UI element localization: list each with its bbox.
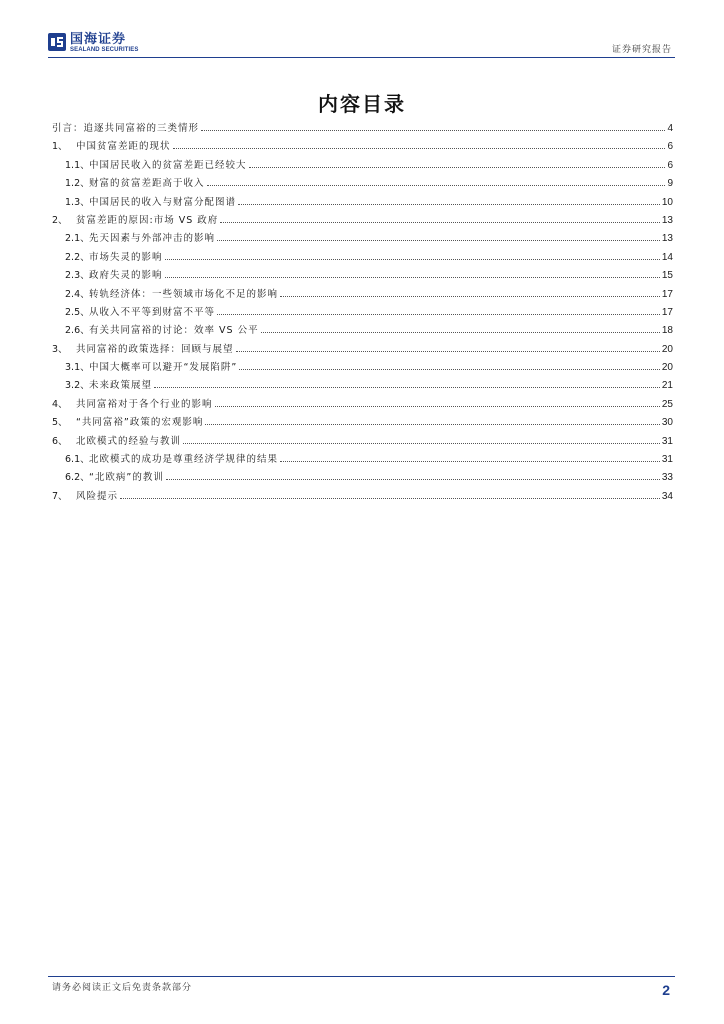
toc-entry[interactable] (52, 341, 673, 359)
logo-chinese-name: 国海证券 (70, 32, 127, 47)
toc-entry[interactable] (52, 138, 673, 156)
toc-dot-leader (239, 368, 660, 370)
toc-entry[interactable] (52, 157, 673, 175)
toc-entry[interactable] (52, 212, 673, 230)
toc-entry-page: 31 (661, 454, 673, 466)
toc-dot-leader (236, 350, 660, 352)
toc-entry-page: 18 (661, 325, 673, 337)
toc-entry-label: 引言：追逐共同富裕的三类情形 (52, 123, 200, 134)
toc-entry-number: 4、 (52, 398, 68, 410)
toc-entry-number: 2.1、 (65, 233, 90, 245)
toc-dot-leader (217, 239, 660, 241)
page-number: 2 (662, 982, 670, 998)
toc-entry[interactable] (52, 359, 673, 377)
toc-entry-page: 4 (667, 123, 673, 134)
header-divider (48, 57, 675, 58)
toc-entry-number: 1.1、 (65, 159, 90, 171)
toc-dot-leader (205, 423, 660, 425)
toc-entry-label: 北欧模式的成功是尊重经济学规律的结果 (89, 454, 279, 466)
toc-entry[interactable] (52, 433, 673, 451)
toc-entry[interactable] (52, 249, 673, 267)
toc-entry[interactable] (52, 286, 673, 304)
toc-entry[interactable] (52, 120, 673, 138)
toc-entry-label: 共同富裕的政策选择：回顾与展望 (76, 343, 234, 355)
toc-entry-page: 34 (661, 490, 673, 502)
sealand-logo-icon (48, 33, 66, 51)
toc-dot-leader (154, 386, 660, 388)
toc-entry-label: 共同富裕对于各个行业的影响 (76, 398, 213, 410)
toc-entry-page: 33 (661, 472, 673, 484)
toc-entry-label: 政府失灵的影响 (89, 270, 163, 282)
toc-dot-leader (120, 497, 660, 499)
toc-entry-page: 14 (661, 251, 673, 263)
toc-entry-label: 市场失灵的影响 (89, 251, 163, 263)
toc-entry-page: 9 (667, 178, 673, 190)
toc-dot-leader (261, 331, 660, 333)
toc-entry-label: 贫富差距的原因:市场 VS 政府 (76, 214, 219, 226)
toc-entry-number: 2.3、 (65, 270, 90, 282)
toc-entry[interactable] (52, 451, 673, 469)
toc-entry-number: 1、 (52, 141, 68, 153)
toc-dot-leader (220, 221, 660, 223)
toc-entry-number: 6.1、 (65, 454, 90, 466)
toc-entry-page: 30 (661, 417, 673, 429)
toc-dot-leader (183, 442, 660, 444)
toc-dot-leader (238, 203, 660, 205)
toc-entry[interactable] (52, 488, 673, 506)
toc-entry[interactable] (52, 322, 673, 340)
toc-entry-number: 2.4、 (65, 288, 90, 300)
toc-entry-page: 13 (661, 233, 673, 245)
footer-disclaimer: 请务必阅读正文后免责条款部分 (52, 983, 193, 993)
toc-entry[interactable] (52, 230, 673, 248)
company-logo (48, 33, 138, 54)
toc-entry-label: 中国居民收入的贫富差距已经较大 (89, 159, 247, 171)
toc-entry-number: 1.3、 (65, 196, 90, 208)
toc-entry[interactable] (52, 267, 673, 285)
toc-entry-page: 13 (661, 214, 673, 226)
toc-dot-leader (165, 258, 660, 260)
toc-entry-number: 6、 (52, 435, 68, 447)
toc-entry[interactable] (52, 175, 673, 193)
toc-dot-leader (249, 166, 666, 168)
toc-entry-page: 20 (661, 362, 673, 374)
toc-entry-label: 未来政策展望 (89, 380, 153, 392)
table-of-contents (52, 120, 673, 506)
report-category: 证券研究报告 (611, 45, 672, 55)
toc-entry-label: 中国贫富差距的现状 (76, 141, 171, 153)
toc-entry[interactable] (52, 414, 673, 432)
toc-dot-leader (215, 405, 660, 407)
page-title: 内容目录 (318, 92, 406, 116)
toc-dot-leader (280, 460, 660, 462)
toc-entry-number: 3.1、 (65, 362, 90, 374)
toc-entry-label: 转轨经济体：一些领域市场化不足的影响 (89, 288, 279, 300)
toc-dot-leader (173, 147, 666, 149)
toc-entry-page: 17 (661, 288, 673, 300)
toc-entry-label: 财富的贫富差距高于收入 (89, 178, 205, 190)
toc-entry-label: “北欧病”的教训 (89, 472, 164, 484)
toc-entry-number: 2.5、 (65, 306, 90, 318)
toc-entry-label: 先天因素与外部冲击的影响 (89, 233, 216, 245)
toc-entry-label: 中国居民的收入与财富分配图谱 (89, 196, 237, 208)
toc-entry[interactable] (52, 304, 673, 322)
toc-entry-number: 5、 (52, 417, 68, 429)
toc-entry[interactable] (52, 396, 673, 414)
toc-entry-number: 7、 (52, 490, 68, 502)
toc-entry-page: 17 (661, 306, 673, 318)
toc-entry-label: 从收入不平等到财富不平等 (89, 306, 216, 318)
toc-dot-leader (165, 276, 660, 278)
toc-entry-page: 31 (661, 435, 673, 447)
toc-dot-leader (217, 313, 660, 315)
toc-entry-number: 2.6、 (65, 325, 90, 337)
toc-entry-label: 北欧模式的经验与教训 (76, 435, 182, 447)
toc-entry-number: 1.2、 (65, 178, 90, 190)
toc-entry-number: 3.2、 (65, 380, 90, 392)
toc-entry-number: 3、 (52, 343, 68, 355)
toc-entry-label: “共同富裕”政策的宏观影响 (76, 417, 204, 429)
toc-entry-number: 6.2、 (65, 472, 90, 484)
toc-entry-page: 6 (667, 159, 673, 171)
toc-entry-page: 20 (661, 343, 673, 355)
toc-entry-label: 风险提示 (76, 490, 119, 502)
toc-entry-page: 21 (661, 380, 673, 392)
toc-entry[interactable] (52, 377, 673, 395)
toc-entry[interactable] (52, 194, 673, 212)
logo-english-name: SEALAND SECURITIES (70, 47, 139, 53)
toc-entry[interactable] (52, 469, 673, 487)
toc-dot-leader (201, 129, 665, 131)
toc-entry-page: 6 (667, 141, 673, 153)
toc-entry-label: 中国大概率可以避开“发展陷阱” (89, 362, 238, 374)
toc-entry-page: 15 (661, 270, 673, 282)
toc-dot-leader (207, 184, 666, 186)
page-header (0, 0, 724, 60)
toc-entry-page: 25 (661, 398, 673, 410)
toc-entry-number: 2.2、 (65, 251, 90, 263)
toc-entry-label: 有关共同富裕的讨论：效率 VS 公平 (89, 325, 259, 337)
toc-dot-leader (280, 295, 660, 297)
toc-entry-number: 2、 (52, 214, 68, 226)
toc-entry-page: 10 (661, 196, 673, 208)
footer-divider (48, 976, 675, 977)
toc-dot-leader (166, 478, 660, 480)
